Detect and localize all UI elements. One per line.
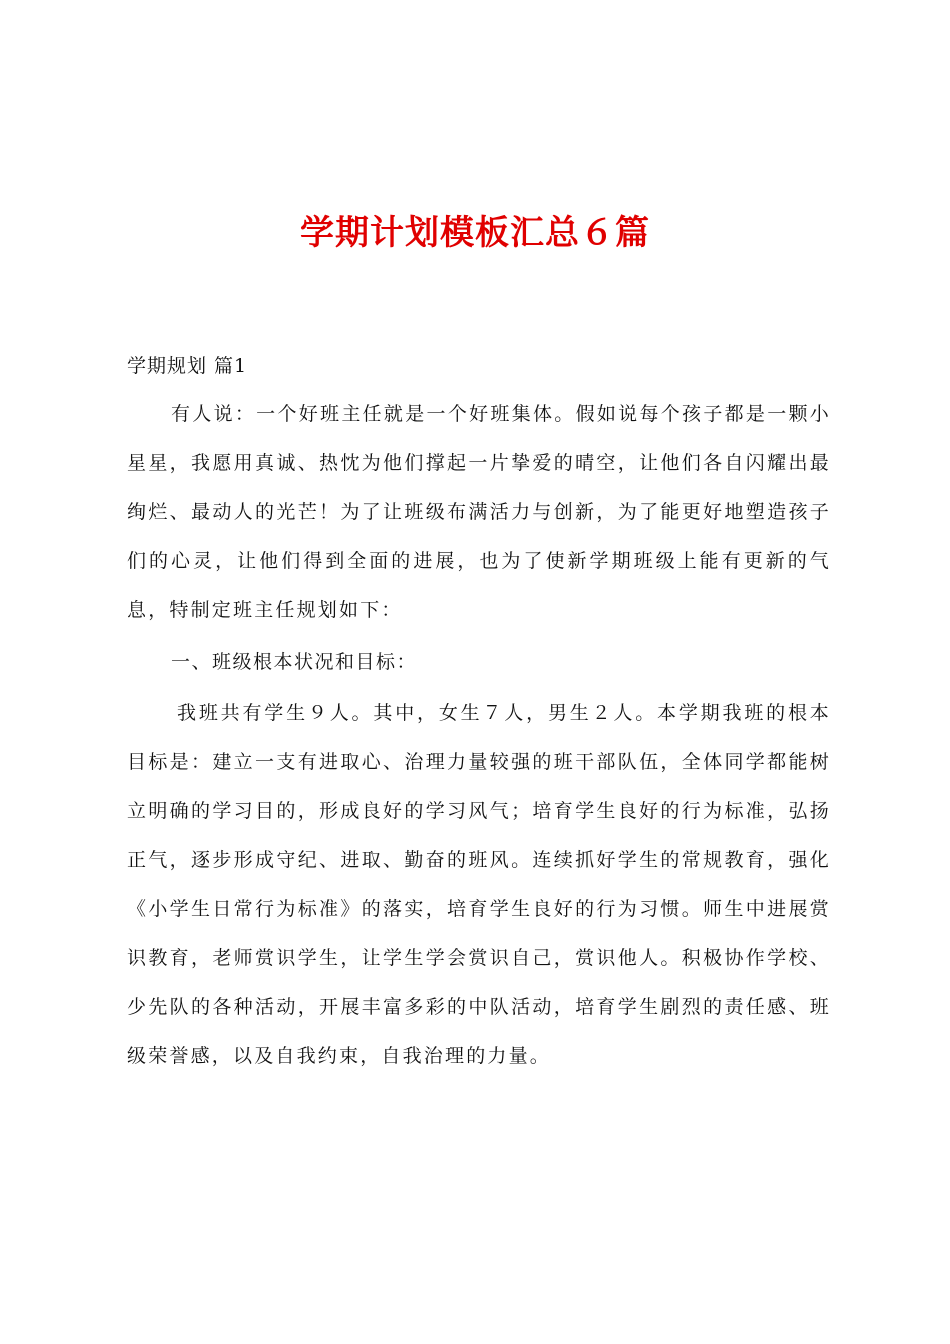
paragraph-subheading: 一、班级根本状况和目标： — [171, 651, 418, 673]
paragraph-intro: 有人说：一个好班主任就是一个好班集体。假如说每个孩子都是一颗小星星，我愿用真诚、热忱为他们撑起一片挚爱的晴空，让他们各自闪耀出最绚烂、最动人的光芒！为了让班级布满活力与创新，为了能更好地塑造孩子们的心灵，让他们得到全面的进展，也为了使新学期班级上能有更新的气息，特制定班主任规划如下： — [127, 403, 831, 621]
section-heading: 学期规划 篇1 — [127, 355, 248, 377]
document-title: 学期计划模板汇总６篇 — [300, 213, 650, 253]
paragraph-class-goals: 我班共有学生９人。其中，女生７人，男生２人。本学期我班的根本目标是：建立一支有进取心、治理力量较强的班干部队伍，全体同学都能树立明确的学习目的，形成良好的学习风气；培育学生良好的行为标准，弘扬正气，逐步形成守纪、进取、勤奋的班风。连续抓好学生的常规教育，强化《小学生日常行为标准》的落实，培育学生良好的行为习惯。师生中进展赏识教育，老师赏识学生，让学生学会赏识自己，赏识他人。积极协作学校、少先队的各种活动，开展丰富多彩的中队活动，培育学生剧烈的责任感、班级荣誉感，以及自我约束，自我治理的力量。 — [127, 702, 831, 1067]
